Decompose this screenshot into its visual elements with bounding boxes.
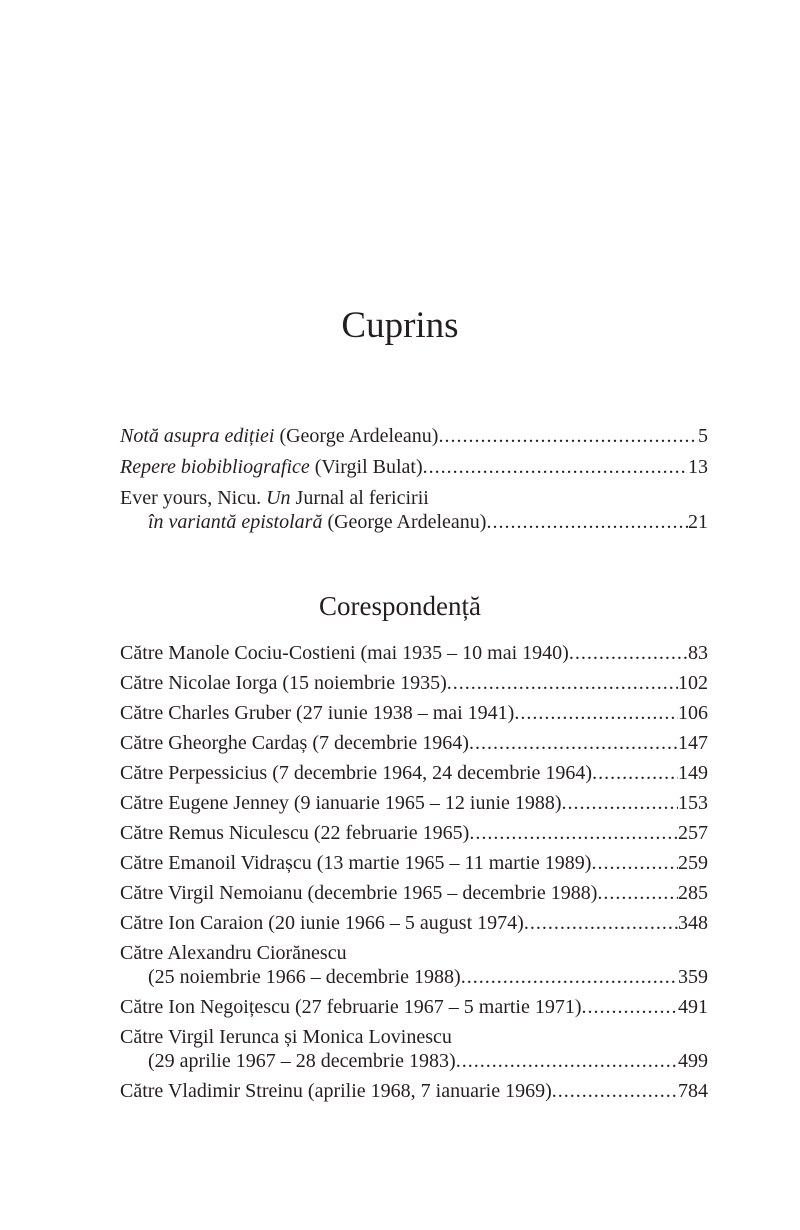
dot-leader bbox=[524, 911, 678, 935]
page-number: 491 bbox=[678, 996, 708, 1018]
dot-leader bbox=[597, 881, 678, 905]
toc-entry-title: Notă asupra ediției (George Ardeleanu) bbox=[120, 425, 439, 447]
dot-leader bbox=[447, 671, 678, 695]
toc-entry-title: Ever yours, Nicu. Un Jurnal al fericirii bbox=[120, 487, 429, 509]
toc-entry-title: Către Eugene Jenney (9 ianuarie 1965 – 12 iunie 1988) bbox=[120, 792, 562, 814]
toc-entry-subtitle: în variantă epistolară (George Ardeleanu) bbox=[148, 511, 487, 533]
toc-entry bbox=[120, 671, 708, 695]
toc-entry-title: Către Virgil Nemoianu (decembrie 1965 – decembrie 1988) bbox=[120, 882, 598, 904]
page-number: 359 bbox=[678, 966, 708, 988]
toc-entry-title: Către Ion Negoițescu (27 februarie 1967 – 5 martie 1971) bbox=[120, 996, 582, 1018]
page-number: 257 bbox=[678, 822, 708, 844]
toc-entry-title: Către Alexandru Ciorănescu bbox=[120, 942, 347, 964]
dot-leader bbox=[592, 761, 678, 785]
toc-entry bbox=[120, 761, 708, 785]
toc-entry-title: Către Manole Cociu-Costieni (mai 1935 – 10 mai 1940) bbox=[120, 642, 569, 664]
toc-entry bbox=[120, 486, 708, 534]
toc-entry bbox=[120, 1025, 708, 1073]
page-number: 147 bbox=[678, 732, 708, 754]
page-number: 285 bbox=[678, 882, 708, 904]
toc-entry bbox=[120, 791, 708, 815]
page-number: 149 bbox=[678, 762, 708, 784]
page-title: Cuprins bbox=[341, 305, 459, 346]
toc-entry-title: Către Vladimir Streinu (aprilie 1968, 7 ianuarie 1969) bbox=[120, 1080, 552, 1102]
dot-leader bbox=[569, 641, 688, 665]
page-number: 348 bbox=[678, 912, 708, 934]
toc-entry bbox=[120, 881, 708, 905]
dot-leader bbox=[552, 1079, 678, 1103]
page-number: 259 bbox=[678, 852, 708, 874]
toc-entry bbox=[120, 1079, 708, 1103]
toc-entry bbox=[120, 821, 708, 845]
toc-entry bbox=[120, 995, 708, 1019]
toc-entry-title: Către Gheorghe Cardaș (7 decembrie 1964) bbox=[120, 732, 469, 754]
dot-leader bbox=[562, 791, 678, 815]
toc-entry-subtitle: (25 noiembrie 1966 – decembrie 1988) bbox=[148, 966, 461, 988]
page-number: 102 bbox=[678, 672, 708, 694]
toc-entry bbox=[120, 701, 708, 725]
dot-leader bbox=[582, 995, 678, 1019]
page-number: 5 bbox=[698, 425, 708, 447]
dot-leader bbox=[514, 701, 678, 725]
toc-entry bbox=[120, 851, 708, 875]
dot-leader bbox=[423, 455, 688, 479]
toc-entry-title: Către Remus Niculescu (22 februarie 1965) bbox=[120, 822, 470, 844]
dot-leader bbox=[456, 1049, 678, 1073]
toc-entry-title: Către Ion Caraion (20 iunie 1966 – 5 august 1974) bbox=[120, 912, 524, 934]
dot-leader bbox=[438, 424, 698, 448]
toc-entry-title: Către Perpessicius (7 decembrie 1964, 24 decembrie 1964) bbox=[120, 762, 593, 784]
toc-entry-title: Către Emanoil Vidrașcu (13 martie 1965 – 11 martie 1989) bbox=[120, 852, 592, 874]
page-number: 83 bbox=[688, 642, 708, 664]
dot-leader bbox=[486, 510, 688, 534]
dot-leader bbox=[469, 821, 678, 845]
page-number: 499 bbox=[678, 1050, 708, 1072]
toc-entry-subtitle: (29 aprilie 1967 – 28 decembrie 1983) bbox=[148, 1050, 456, 1072]
page-number: 13 bbox=[688, 456, 708, 478]
toc-entry bbox=[120, 455, 708, 479]
toc-entry bbox=[120, 731, 708, 755]
toc-entry-title: Către Virgil Ierunca și Monica Lovinescu bbox=[120, 1026, 452, 1048]
toc-entry bbox=[120, 941, 708, 989]
toc-entry-title: Repere biobibliografice (Virgil Bulat) bbox=[120, 456, 423, 478]
page-number: 21 bbox=[688, 511, 708, 533]
page-number: 784 bbox=[678, 1080, 708, 1102]
toc-entry-title: Către Nicolae Iorga (15 noiembrie 1935) bbox=[120, 672, 447, 694]
dot-leader bbox=[469, 731, 678, 755]
toc-entry-title: Către Charles Gruber (27 iunie 1938 – mai 1941) bbox=[120, 702, 515, 724]
page-number: 153 bbox=[678, 792, 708, 814]
toc-letters-list bbox=[120, 641, 708, 1103]
page-number: 106 bbox=[678, 702, 708, 724]
dot-leader bbox=[461, 965, 678, 989]
toc-entry bbox=[120, 641, 708, 665]
toc-intro-list bbox=[120, 424, 708, 534]
section-title: Corespondență bbox=[319, 591, 481, 621]
toc-entry bbox=[120, 911, 708, 935]
dot-leader bbox=[591, 851, 678, 875]
toc-entry bbox=[120, 424, 708, 448]
